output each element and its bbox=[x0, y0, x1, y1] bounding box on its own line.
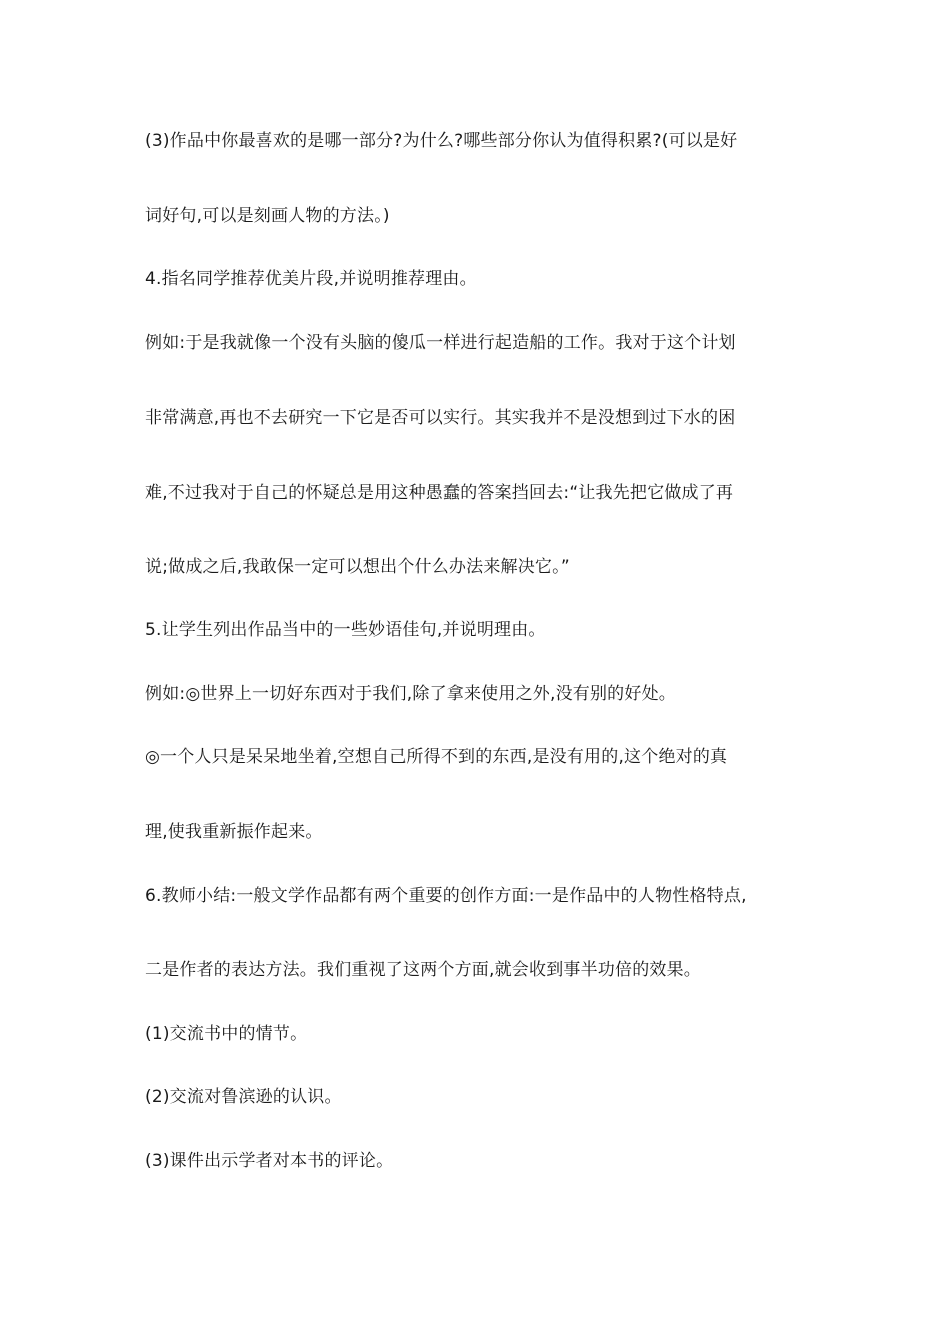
text-line: 5.让学生列出作品当中的一些妙语佳句,并说明理由。 bbox=[145, 620, 546, 640]
text-line: (2)交流对鲁滨逊的认识。 bbox=[145, 1087, 342, 1107]
text-line: (3)课件出示学者对本书的评论。 bbox=[145, 1151, 394, 1171]
text-line: 难,不过我对于自己的怀疑总是用这种愚蠢的答案挡回去:“让我先把它做成了再 bbox=[145, 483, 734, 503]
text-line: (3)作品中你最喜欢的是哪一部分?为什么?哪些部分你认为值得积累?(可以是好 bbox=[145, 131, 738, 151]
text-line: 理,使我重新振作起来。 bbox=[145, 822, 323, 842]
text-line: 例如:◎世界上一切好东西对于我们,除了拿来使用之外,没有别的好处。 bbox=[145, 684, 676, 704]
text-line: ◎一个人只是呆呆地坐着,空想自己所得不到的东西,是没有用的,这个绝对的真 bbox=[145, 747, 728, 767]
text-line: (1)交流书中的情节。 bbox=[145, 1024, 308, 1044]
text-line: 4.指名同学推荐优美片段,并说明推荐理由。 bbox=[145, 269, 477, 289]
text-line: 6.教师小结:一般文学作品都有两个重要的创作方面:一是作品中的人物性格特点, bbox=[145, 886, 747, 906]
text-line: 例如:于是我就像一个没有头脑的傻瓜一样进行起造船的工作。我对于这个计划 bbox=[145, 333, 736, 353]
text-line: 非常满意,再也不去研究一下它是否可以实行。其实我并不是没想到过下水的困 bbox=[145, 408, 736, 428]
text-line: 二是作者的表达方法。我们重视了这两个方面,就会收到事半功倍的效果。 bbox=[145, 960, 702, 980]
text-line: 说;做成之后,我敢保一定可以想出个什么办法来解决它。” bbox=[145, 557, 570, 577]
text-line: 词好句,可以是刻画人物的方法。) bbox=[145, 206, 390, 226]
